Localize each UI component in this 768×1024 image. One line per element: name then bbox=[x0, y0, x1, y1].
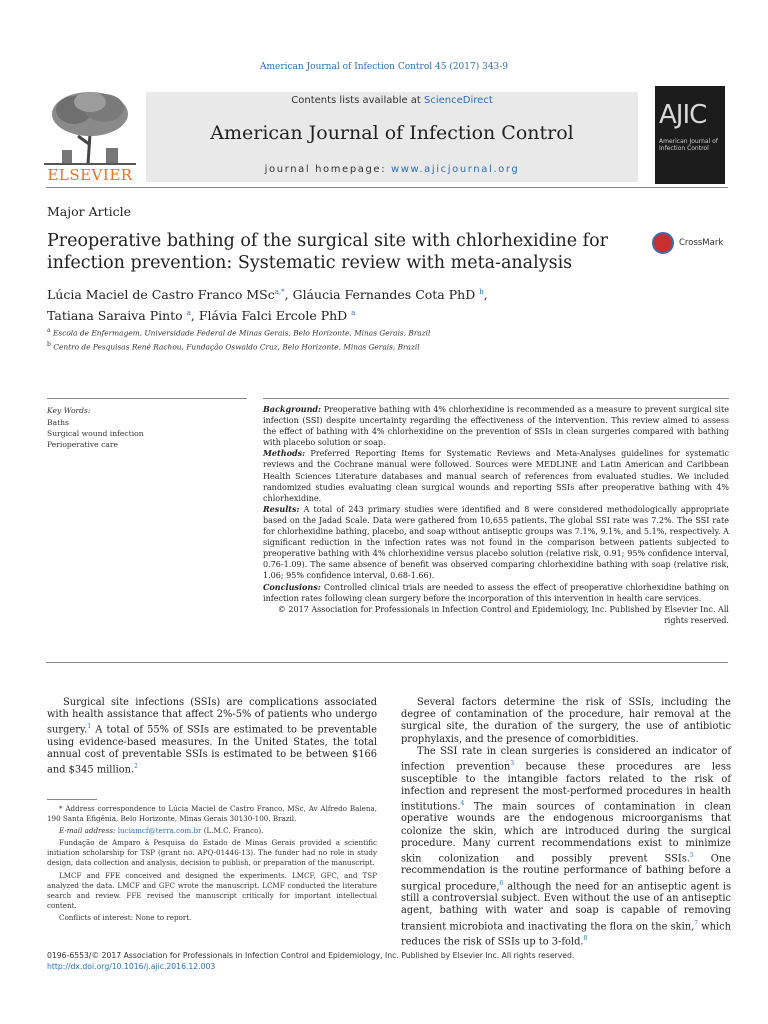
cover-title: AJIC bbox=[659, 100, 707, 130]
affiliation-mark: a bbox=[47, 327, 51, 334]
email-link[interactable]: luciamcf@terra.com.br bbox=[117, 826, 202, 836]
crossmark-icon bbox=[652, 232, 674, 254]
journal-homepage bbox=[146, 164, 638, 175]
journal-title: American Journal of Infection Control bbox=[210, 122, 574, 144]
abstract-background bbox=[263, 404, 729, 448]
author-separator: , bbox=[190, 308, 199, 324]
conclusions-label: Conclusions: bbox=[263, 581, 321, 592]
page-footer bbox=[47, 950, 729, 972]
author-affil-mark[interactable]: a bbox=[351, 309, 356, 318]
email-label: E-mail address: bbox=[59, 826, 116, 836]
affiliation-item bbox=[47, 325, 687, 339]
reference-link[interactable]: 1 bbox=[87, 723, 92, 731]
keyword-item[interactable]: Surgical wound infection bbox=[47, 429, 144, 438]
journal-cover[interactable] bbox=[655, 86, 725, 184]
body-text: Surgical site infections (SSIs) are complications associated with health assistance that affect 2%-5% of patients who undergo surgery. bbox=[47, 697, 377, 736]
abstract-copyright: © 2017 Association for Professionals in Infection Control and Epidemiology, Inc. Published by Elsevier Inc. All rights reserved. bbox=[277, 604, 729, 625]
article-title: Preoperative bathing of the surgical site with chlorhexidine for infection prevention: Systematic review with meta-analysis bbox=[47, 231, 609, 273]
affiliation-text: Centro de Pesquisas René Rachou, Fundação Oswaldo Cruz, Belo Horizonte, Minas Gerais, Brazil bbox=[53, 342, 420, 352]
body-column-left bbox=[47, 697, 377, 777]
elsevier-logo bbox=[44, 90, 136, 186]
sciencedirect-link[interactable]: ScienceDirect bbox=[424, 95, 493, 106]
body-text: One recommendation is the routine performance of bathing before a surgical procedure, bbox=[401, 853, 731, 892]
reference-link[interactable]: 3 bbox=[510, 760, 515, 768]
issn-line: 0196-6553/© 2017 Association for Professionals in Infection Control and Epidemiology, Inc. Published by Elsevier Inc. All rights reserved. bbox=[47, 951, 575, 960]
crossmark-label: CrossMark bbox=[679, 238, 724, 248]
homepage-prefix: journal homepage: bbox=[264, 164, 391, 175]
doi-link[interactable]: http://dx.doi.org/10.1016/j.ajic.2016.12.003 bbox=[47, 962, 216, 971]
author-affil-mark[interactable]: a,* bbox=[274, 288, 285, 296]
affiliation-item bbox=[47, 339, 687, 353]
body-text: A total of 55% of SSIs are estimated to be preventable using evidence-based measures. In the United States, the total annual cost of preventable SSIs is estimated to be between $166 and $345 million. bbox=[47, 724, 377, 776]
email-suffix: (L.M.C. Franco). bbox=[203, 826, 264, 836]
author-name[interactable]: Tatiana Saraiva Pinto bbox=[47, 308, 183, 324]
homepage-link[interactable]: www.ajicjournal.org bbox=[390, 164, 520, 175]
reference-link[interactable]: 6 bbox=[499, 879, 504, 887]
results-label: Results: bbox=[263, 503, 300, 514]
reference-link[interactable]: 7 bbox=[694, 919, 699, 927]
body-paragraph bbox=[401, 746, 731, 949]
methods-label: Methods: bbox=[263, 448, 306, 459]
author-name[interactable]: Gláucia Fernandes Cota PhD bbox=[292, 287, 476, 303]
keyword-item[interactable]: Baths bbox=[47, 418, 69, 427]
reference-link[interactable]: 2 bbox=[134, 763, 138, 771]
footnote-funding: Fundação de Amparo à Pesquisa do Estado de Minas Gerais provided a scientific initiation scholarship for TSP (grant no. APQ-01446-13). The funder had no role in study design, data collection and analysis, decision to publish, or preparation of the manuscript. bbox=[47, 838, 377, 868]
author-separator: , bbox=[483, 287, 488, 303]
reference-link[interactable]: 8 bbox=[583, 935, 588, 943]
elsevier-tree-icon bbox=[44, 90, 136, 166]
background-label: Background: bbox=[263, 404, 322, 414]
cover-subtitle: American Journal of Infection Control bbox=[659, 138, 718, 152]
author-separator: , bbox=[284, 287, 293, 303]
footnote-correspondence: * Address correspondence to Lúcia Maciel de Castro Franco, MSc, Av Alfredo Balena, 190 Santa Efigênia, Belo Horizonte, Minas Gerais 30130-100, Brazil. bbox=[47, 804, 377, 824]
body-paragraph bbox=[47, 697, 377, 777]
methods-text: Preferred Reporting Items for Systematic Reviews and Meta-Analyses guidelines for systematic reviews and the Cochrane manual were followed. Sources were MEDLINE and Latin American and Caribbean Health Sciences Literature databases and manual search of references from evaluated studies. We included randomized studies evaluating clean surgical wounds and reporting SSIs after preoperative bathing with 4% chlorhexidine. bbox=[263, 449, 729, 503]
abstract-results bbox=[263, 504, 729, 582]
elsevier-wordmark: ELSEVIER bbox=[47, 166, 133, 184]
author-affil-mark[interactable]: b bbox=[479, 288, 484, 296]
keywords-list bbox=[47, 417, 144, 450]
body-paragraph: Several factors determine the risk of SSIs, including the degree of contamination of the procedure, hair removal at the surgical site, the duration of the surgery, the use of antibiotic prophylaxis, and the presence of comorbidities. bbox=[401, 697, 731, 745]
abstract-methods bbox=[263, 448, 729, 503]
footnote-email bbox=[47, 826, 377, 836]
footnotes bbox=[47, 804, 377, 925]
affiliations bbox=[47, 325, 687, 353]
keywords-heading: Key Words: bbox=[47, 406, 91, 415]
results-text: A total of 243 primary studies were identified and 8 were considered methodologically appropriate based on the Jadad Scale. Data were gathered from 10,655 patients. The global SSI rate was 7.2%. The SSI rate for chlorhexidine bathing, placebo, and soap without antiseptic groups was 7.1%, 9.1%, and 5.1%, respectively. A significant reduction in the infection rates was not found in the comparison between patients subjected to preoperative bathing with 4% chlorhexidine versus placebo solution (relative risk, 0.91; 95% confidence interval, 0.76-1.09). The same absence of benefit was observed comparing chlorhexidine bathing with soap (relative risk, 1.06; 95% confidence interval, 0.68-1.66). bbox=[263, 504, 729, 581]
background-text: Preoperative bathing with 4% chlorhexidine is recommended as a measure to prevent surgical site infection (SSI) despite uncertainty regarding the effectiveness of the intervention. This review aimed to assess the effect of bathing with 4% chlorhexidine on the prevention of SSIs in clean surgeries compared with bathing with placebo solution or soap. bbox=[263, 405, 729, 448]
body-text: The SSI rate in clean surgeries is considered an indicator of infection prevention bbox=[401, 745, 731, 773]
journal-banner bbox=[146, 92, 638, 182]
footnote-conflicts: Conflicts of interest: None to report. bbox=[59, 912, 192, 922]
abstract-divider-top bbox=[263, 398, 729, 399]
article-category: Major Article bbox=[47, 204, 132, 219]
conclusions-text: Controlled clinical trials are needed to assess the effect of preoperative chlorhexidine bathing on infection rates following clean surgery before the incorporation of this intervention in health care services. bbox=[263, 582, 730, 603]
reference-link[interactable]: 4 bbox=[460, 799, 465, 807]
keyword-item[interactable]: Perioperative care bbox=[47, 440, 118, 449]
body-text: which reduces the risk of SSIs up to 3-fold. bbox=[401, 920, 731, 948]
reference-link[interactable]: 5 bbox=[689, 852, 694, 859]
contents-line bbox=[146, 95, 638, 106]
body-text: The main sources of contamination in clean operative wounds are the endogenous microorganisms that colonize the skin, which are introduced during the surgical procedure. Many current recommendations exist to minimize skin colonization and possibly prevent SSIs. bbox=[401, 801, 731, 865]
footnote-contributions: LMCF and FFE conceived and designed the experiments. LMCF, GFC, and TSP analyzed the data. LMCF and GFC wrote the manuscript. LCMF conducted the literature search and review. FFE revised the manuscript critically for important intellectual content. bbox=[47, 870, 377, 910]
body-text: although the need for an antiseptic agent is still a controversial subject. Even without the use of an antiseptic agent, bathing with water and soap is capable of removing transient microbiota and inactivating the flora on the skin, bbox=[401, 880, 732, 932]
affiliation-mark: b bbox=[47, 340, 51, 348]
author-affil-mark[interactable]: a bbox=[186, 309, 191, 318]
abstract-divider-bottom bbox=[46, 662, 728, 663]
author-name[interactable]: Flávia Falci Ercole PhD bbox=[198, 308, 348, 324]
body-column-right bbox=[401, 697, 731, 949]
affiliation-text: Escola de Enfermagem, Universidade Federal de Minas Gerais, Belo Horizonte, Minas Gerais, Brazil bbox=[53, 328, 431, 338]
crossmark-badge[interactable] bbox=[652, 232, 728, 258]
author-list bbox=[47, 283, 687, 325]
abstract bbox=[263, 404, 729, 626]
author-name[interactable]: Lúcia Maciel de Castro Franco MSc bbox=[47, 287, 275, 303]
header-divider bbox=[46, 187, 728, 188]
footnote-divider bbox=[47, 799, 97, 800]
contents-prefix: Contents lists available at bbox=[291, 95, 425, 106]
abstract-conclusions bbox=[263, 582, 729, 604]
body-text: because these procedures are less susceptible to the intangible factors related to the risk of infection and represent the most-performed procedures in health institutions. bbox=[401, 761, 731, 813]
keywords-divider-top bbox=[47, 398, 247, 399]
journal-citation[interactable]: American Journal of Infection Control 45 (2017) 343-9 bbox=[259, 62, 509, 72]
